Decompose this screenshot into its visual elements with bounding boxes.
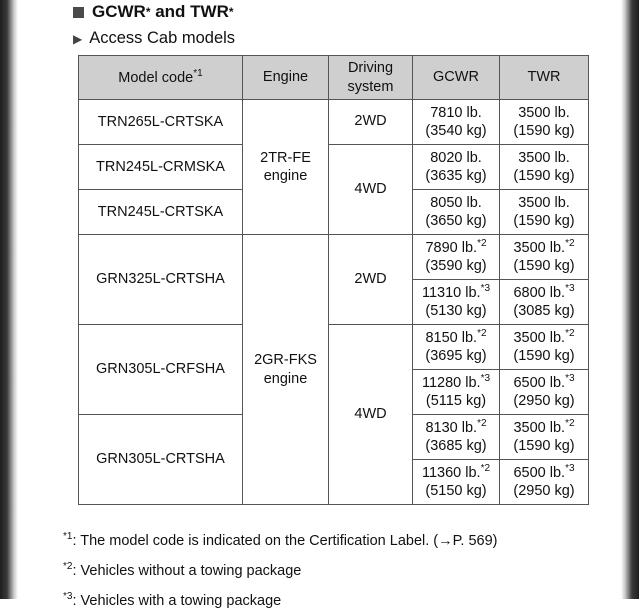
twr-cell: 6800 lb.$^{*3}$ (3085 kg): [500, 280, 589, 325]
subheading-text: Access Cab models: [89, 29, 236, 47]
gcwr-cell: 8150 lb.$^{*2}$ (3695 kg): [413, 325, 500, 370]
header-row: [79, 56, 589, 100]
twr-cell: 6500 lb.$^{*3}$ (2950 kg): [500, 370, 589, 415]
gcwr-cell: 11280 lb.$^{*3}$ (5115 kg): [413, 370, 500, 415]
footnote: $^{*3}$: Vehicles with a towing package: [63, 590, 282, 609]
triangle-bullet-icon: ▶: [73, 31, 83, 46]
right-page-edge: [621, 0, 639, 599]
header-engine: Engine: [243, 56, 329, 100]
drive-cell: 2WD: [329, 235, 413, 325]
heading-sup-2: *: [228, 5, 234, 19]
drive-cell: 4WD: [329, 325, 413, 505]
gcwr-cell: 11360 lb.$^{*2}$ (5150 kg): [413, 460, 500, 505]
gcwr-cell: 8050 lb. (3650 kg): [413, 190, 500, 235]
engine-cell: 2GR-FKS engine: [243, 235, 329, 505]
heading-text-mid: and TWR: [150, 2, 229, 21]
twr-cell: 3500 lb.$^{*2}$ (1590 kg): [500, 325, 589, 370]
twr-cell: 3500 lb. (1590 kg): [500, 145, 589, 190]
header-driving-system: Driving system: [329, 56, 413, 100]
engine-cell: 2TR-FE engine: [243, 100, 329, 235]
header-model-code: Model code$^{*1}$: [79, 56, 243, 100]
model-cell: TRN245L-CRTSKA: [79, 190, 243, 235]
twr-cell: 3500 lb.$^{*2}$ (1590 kg): [500, 415, 589, 460]
drive-cell: 4WD: [329, 145, 413, 235]
model-cell: TRN265L-CRTSKA: [79, 100, 243, 145]
footnote: $^{*1}$: The model code is indicated on the Certification Label. (→P. 569): [63, 531, 498, 549]
table-row: [79, 325, 589, 370]
footnote: $^{*2}$: Vehicles without a towing package: [63, 560, 302, 579]
subheading: [73, 29, 235, 48]
model-cell: GRN325L-CRTSHA: [79, 235, 243, 325]
model-cell: GRN305L-CRTSHA: [79, 415, 243, 505]
model-cell: TRN245L-CRMSKA: [79, 145, 243, 190]
left-page-edge: [0, 0, 18, 599]
twr-cell: 6500 lb.$^{*3}$ (2950 kg): [500, 460, 589, 505]
gcwr-cell: 7890 lb.$^{*2}$ (3590 kg): [413, 235, 500, 280]
header-twr: TWR: [500, 56, 589, 100]
footnotes: [63, 524, 498, 613]
gcwr-cell: 7810 lb. (3540 kg): [413, 100, 500, 145]
twr-cell: 3500 lb. (1590 kg): [500, 100, 589, 145]
twr-cell: 3500 lb. (1590 kg): [500, 190, 589, 235]
model-cell: GRN305L-CRFSHA: [79, 325, 243, 415]
square-bullet-icon: [73, 7, 84, 18]
section-heading: [73, 2, 234, 22]
drive-cell: 2WD: [329, 100, 413, 145]
towing-spec-table: [78, 55, 589, 505]
heading-text-gcwr: GCWR: [92, 2, 146, 21]
table-row: [79, 145, 589, 190]
gcwr-cell: 8020 lb. (3635 kg): [413, 145, 500, 190]
twr-cell: 3500 lb.$^{*2}$ (1590 kg): [500, 235, 589, 280]
header-gcwr: GCWR: [413, 56, 500, 100]
table-row: [79, 235, 589, 280]
heading-sup-1: *: [145, 5, 151, 19]
gcwr-cell: 8130 lb.$^{*2}$ (3685 kg): [413, 415, 500, 460]
gcwr-cell: 11310 lb.$^{*3}$ (5130 kg): [413, 280, 500, 325]
table-row: [79, 100, 589, 145]
